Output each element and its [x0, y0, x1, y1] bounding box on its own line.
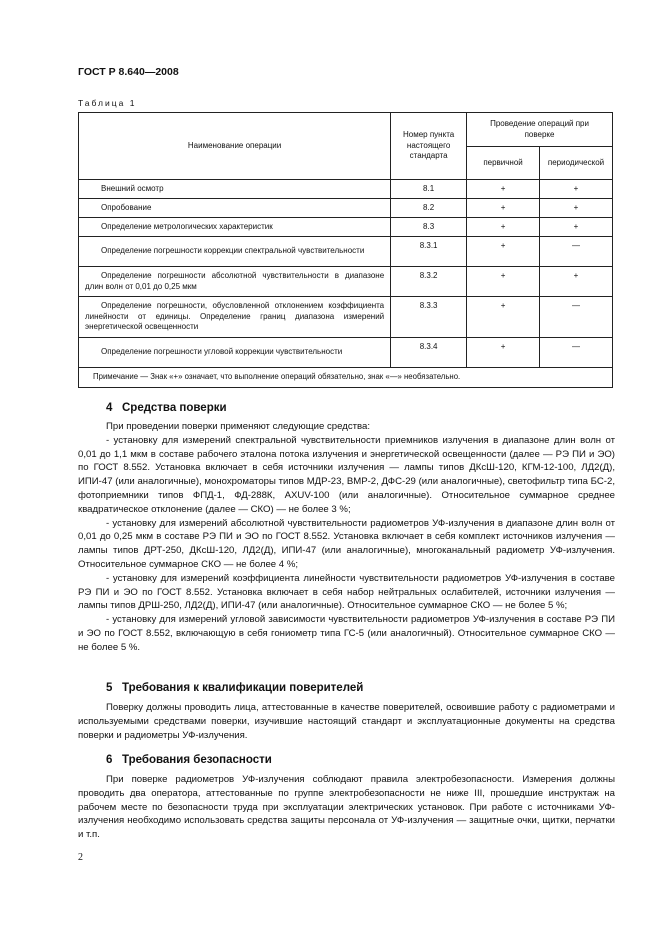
item-number: 8.3.3	[391, 297, 467, 338]
section-number: 5	[106, 682, 113, 694]
section-title: Требования к квалификации поверителей	[122, 682, 364, 694]
primary-mark: +	[467, 199, 540, 218]
operation-name: Определение метрологических характеристик	[101, 221, 273, 231]
item-number: 8.3.2	[391, 267, 467, 297]
periodic-mark: +	[540, 267, 613, 297]
section-number: 4	[106, 402, 113, 414]
section-5-heading	[106, 682, 363, 694]
section-5-body	[78, 701, 615, 742]
section-number: 6	[106, 754, 113, 766]
section-4-body	[78, 420, 615, 655]
primary-mark: +	[467, 218, 540, 237]
paragraph: - установку для измерений спектральной чувствительности приемников излучения в диапазоне длин волн от 0,01 до 1,1 мкм в составе рабочего эталона потока излучения и энергетической освещенности (далее — РЭ ПИ и ЭО) по ГОСТ 8.552. Установка включает в себя источники излучения — лампы типов ДКсШ-120, КГМ-12-100, ЛД2(Д), ИПИ-47 (или аналогичные), монохроматоры типов МДР-23, ВМР-2, ДФС-29 (или аналогичные), светофильтр типа БС-2, фотоприемники типов ФПД-1, ФД-288К, AXUV-100 (или аналогичные). Относительное суммарное среднее квадратическое отклонение (далее — СКО) — не более 3 %;	[78, 434, 615, 515]
paragraph: - установку для измерений коэффициента линейности чувствительности радиометров УФ-излучения в составе РЭ ПИ и ЭО по ГОСТ 8.552. Установка включает в себя набор нейтральных ослабителей, источники излучения — лампы типов ДРШ-250, ЛД2(Д), ИПИ-47 (или аналогичные). Относительное суммарное СКО — не более 5 %;	[78, 572, 615, 612]
periodic-mark: —	[540, 297, 613, 338]
table-row	[79, 297, 613, 338]
page-header: ГОСТ Р 8.640—2008	[78, 66, 179, 78]
table-note: Примечание — Знак «+» означает, что выполнение операций обязательно, знак «—» необязательно.	[79, 368, 613, 388]
primary-mark: +	[467, 338, 540, 368]
operation-name: Опробование	[101, 202, 152, 212]
table-row	[79, 218, 613, 237]
item-number: 8.3.1	[391, 237, 467, 267]
paragraph: Поверку должны проводить лица, аттестованные в качестве поверителей, освоившие работу с радиометрами и используемыми средствами поверки, изучившие настоящий стандарт и эксплуатационные документы на средства поверки и радиометры УФ-излучения.	[78, 702, 615, 741]
periodic-mark: +	[540, 180, 613, 199]
periodic-mark: +	[540, 218, 613, 237]
paragraph: При проведении поверки применяют следующие средства:	[106, 421, 371, 432]
paragraph: - установку для измерений угловой зависимости чувствительности радиометров УФ-излучения в составе РЭ ПИ и ЭО по ГОСТ 8.552, включающую в себя гониометр типа ГС-5 (или аналогичный). Относительное суммарное СКО — не более 5 %.	[78, 614, 615, 653]
item-number: 8.1	[391, 180, 467, 199]
table-caption: Таблица 1	[78, 98, 137, 108]
paragraph: При поверке радиометров УФ-излучения соблюдают правила электробезопасности. Измерения должны проводить два оператора, аттестованные по группе электробезопасности не ниже III, прошедшие инструктаж на рабочем месте по безопасности труда при эксплуатации электрических установок. При работе с источниками УФ-излучения необходимо использовать средства защиты персонала от УФ-излучения — защитные очки, щитки, перчатки и т.п.	[78, 774, 615, 841]
periodic-mark: —	[540, 338, 613, 368]
item-number: 8.3.4	[391, 338, 467, 368]
table-row	[79, 267, 613, 297]
item-number: 8.2	[391, 199, 467, 218]
section-6-heading	[106, 754, 272, 766]
operation-name: Определение погрешности коррекции спектральной чувствительности	[101, 246, 365, 256]
primary-mark: +	[467, 237, 540, 267]
col-header-item: Номер пункта настоящего стандарта	[391, 113, 467, 180]
operations-table	[78, 112, 613, 388]
item-number: 8.3	[391, 218, 467, 237]
col-header-primary: первичной	[467, 147, 540, 180]
col-header-operation: Наименование операции	[79, 113, 391, 180]
paragraph: - установку для измерений абсолютной чувствительности радиометров УФ-излучения в диапазоне длин волн от 0,01 до 0,25 мкм в составе РЭ ПИ и ЭО по ГОСТ 8.552. Установка включает в себя комплект источников излучения — лампы типов ДРТ-250, ДКсШ-120, ЛД2(Д), ИПИ-47 (или аналогичные), многоканальный радиометр УФ-излучения. Относительное суммарное СКО — не более 4 %;	[78, 517, 615, 570]
section-title: Средства поверки	[122, 402, 227, 414]
table-row	[79, 180, 613, 199]
primary-mark: +	[467, 180, 540, 199]
table-row	[79, 199, 613, 218]
section-6-body	[78, 773, 615, 842]
primary-mark: +	[467, 297, 540, 338]
operation-name: Определение погрешности угловой коррекции чувствительности	[101, 347, 343, 357]
periodic-mark: —	[540, 237, 613, 267]
col-header-verification: Проведение операций при поверке	[467, 113, 613, 147]
col-header-periodic: периодической	[540, 147, 613, 180]
operation-name: Внешний осмотр	[101, 183, 164, 193]
operation-name: Определение погрешности, обусловленной отклонением коэффициента линейности от единицы. Определение границ диапазона измерений энергетической освещенности	[85, 301, 385, 332]
table-row	[79, 237, 613, 267]
periodic-mark: +	[540, 199, 613, 218]
table-row	[79, 338, 613, 368]
section-title: Требования безопасности	[122, 754, 272, 766]
primary-mark: +	[467, 267, 540, 297]
operation-name: Определение погрешности абсолютной чувствительности в диапазоне длин волн от 0,01 до 0,25 мкм	[85, 271, 385, 291]
page-number: 2	[78, 852, 83, 863]
section-4-heading	[106, 402, 227, 414]
